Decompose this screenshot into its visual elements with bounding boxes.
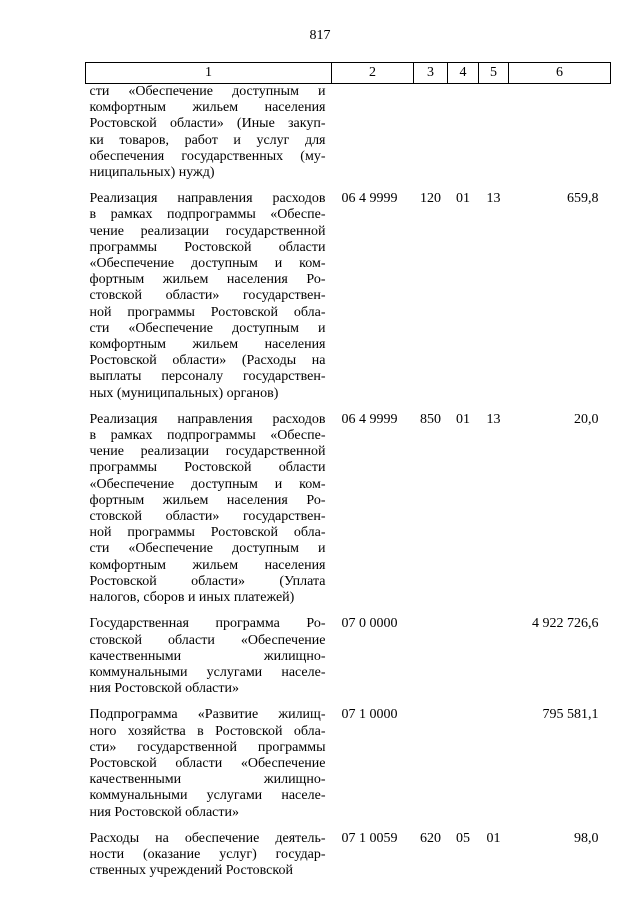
- description-line: Ростовской области «Обеспечение: [89, 755, 326, 771]
- table-row: [86, 707, 611, 830]
- row-expense-type: 120: [420, 191, 441, 207]
- description-line: Реализация направления расходов: [89, 191, 326, 207]
- row-expense-type: [414, 616, 448, 707]
- row-description: [86, 412, 332, 616]
- row-subsection: 13: [486, 191, 501, 207]
- description-line: фортным жильем населения Ро-: [89, 492, 326, 508]
- description-line: «Обеспечение доступным и ком-: [89, 256, 326, 272]
- description-line: стовской области «Обеспечение: [89, 632, 326, 648]
- row-section: [448, 616, 479, 707]
- header-col-1: 1: [86, 63, 332, 84]
- row-expense-type: [414, 84, 448, 192]
- description-line: Ростовской области» (Иные закуп-: [89, 116, 326, 132]
- header-col-6: 6: [509, 63, 611, 84]
- description-line: сти «Обеспечение доступным и: [89, 84, 326, 99]
- row-code: 06 4 9999: [341, 411, 398, 427]
- row-description: [86, 84, 332, 192]
- description-line: Подпрограмма «Развитие жилищ-: [89, 707, 326, 723]
- table-row: [86, 84, 611, 192]
- description-line: ного хозяйства в Ростовской обла-: [89, 723, 326, 739]
- row-code: 07 1 0000: [341, 707, 398, 723]
- description-line: стовской области» государствен-: [89, 288, 326, 304]
- description-line: комфортным жильем населения: [89, 100, 326, 116]
- row-description: [86, 831, 332, 890]
- row-section: 01: [456, 191, 470, 207]
- description-line: фортным жильем населения Ро-: [89, 272, 326, 288]
- description-line: стовской области» государствен-: [89, 509, 326, 525]
- description-line: сти «Обеспечение доступным и: [89, 320, 326, 336]
- description-line: выплаты персоналу государствен-: [89, 369, 326, 385]
- row-description: [86, 191, 332, 412]
- header-col-5: 5: [479, 63, 509, 84]
- row-expense-type: 620: [420, 830, 441, 846]
- row-amount: 795 581,1: [542, 707, 599, 723]
- description-line: ниципальных) нужд): [89, 165, 215, 181]
- row-amount: 659,8: [567, 191, 599, 207]
- table-row: [86, 831, 611, 890]
- row-expense-type: 850: [420, 411, 441, 427]
- header-col-2: 2: [332, 63, 414, 84]
- row-code: 06 4 9999: [341, 191, 398, 207]
- description-line: качественными жилищно-: [89, 772, 326, 788]
- row-subsection: [479, 707, 509, 830]
- description-line: Расходы на обеспечение деятель-: [89, 830, 326, 846]
- description-line: ной программы Ростовской обла-: [89, 525, 326, 541]
- description-line: в рамках подпрограммы «Обеспе-: [89, 207, 326, 223]
- description-line: ния Ростовской области»: [89, 804, 239, 820]
- description-line: чение реализации государственной: [89, 223, 326, 239]
- row-section: 05: [456, 830, 470, 846]
- description-line: сти» государственной программы: [89, 739, 326, 755]
- description-line: программы Ростовской области: [89, 239, 326, 255]
- description-line: ки товаров, работ и услуг для: [89, 132, 326, 148]
- budget-table: [85, 62, 611, 889]
- description-line: «Обеспечение доступным и ком-: [89, 476, 326, 492]
- row-amount: [509, 84, 611, 192]
- description-line: в рамках подпрограммы «Обеспе-: [89, 428, 326, 444]
- description-line: ности (оказание услуг) государ-: [89, 846, 326, 862]
- row-code: 07 0 0000: [341, 616, 398, 632]
- description-line: качественными жилищно-: [89, 648, 326, 664]
- row-subsection: 01: [486, 830, 501, 846]
- row-description: [86, 707, 332, 830]
- row-amount: 98,0: [574, 830, 599, 846]
- description-line: налогов, сборов и иных платежей): [89, 590, 295, 606]
- header-col-4: 4: [448, 63, 479, 84]
- header-row: [86, 63, 611, 84]
- row-section: [448, 84, 479, 192]
- row-expense-type: [414, 707, 448, 830]
- description-line: Ростовской области» (Уплата: [89, 573, 326, 589]
- description-line: ных (муниципальных) органов): [89, 385, 279, 401]
- row-description: [86, 616, 332, 707]
- description-line: ния Ростовской области»: [89, 681, 239, 697]
- row-subsection: [479, 84, 509, 192]
- description-line: чение реализации государственной: [89, 444, 326, 460]
- description-line: комфортным жильем населения: [89, 557, 326, 573]
- description-line: ной программы Ростовской обла-: [89, 304, 326, 320]
- row-code: [332, 84, 414, 192]
- description-line: коммунальными услугами населе-: [89, 788, 326, 804]
- row-amount: 4 922 726,6: [532, 616, 599, 632]
- table-row: [86, 412, 611, 616]
- description-line: программы Ростовской области: [89, 460, 326, 476]
- row-amount: 20,0: [574, 411, 599, 427]
- description-line: Реализация направления расходов: [89, 411, 326, 427]
- row-subsection: 13: [486, 411, 501, 427]
- row-section: 01: [456, 411, 470, 427]
- row-code: 07 1 0059: [341, 830, 398, 846]
- description-line: ственных учреждений Ростовской: [89, 863, 293, 879]
- row-section: [448, 707, 479, 830]
- description-line: коммунальными услугами населе-: [89, 664, 326, 680]
- description-line: обеспечения государственных (му-: [89, 148, 326, 164]
- row-subsection: [479, 616, 509, 707]
- description-line: комфортным жильем населения: [89, 337, 326, 353]
- description-line: Ростовской области» (Расходы на: [89, 353, 326, 369]
- page-number: 817: [309, 28, 331, 43]
- table-row: [86, 191, 611, 412]
- header-col-3: 3: [414, 63, 448, 84]
- description-line: сти «Обеспечение доступным и: [89, 541, 326, 557]
- table-row: [86, 616, 611, 707]
- description-line: Государственная программа Ро-: [89, 616, 326, 632]
